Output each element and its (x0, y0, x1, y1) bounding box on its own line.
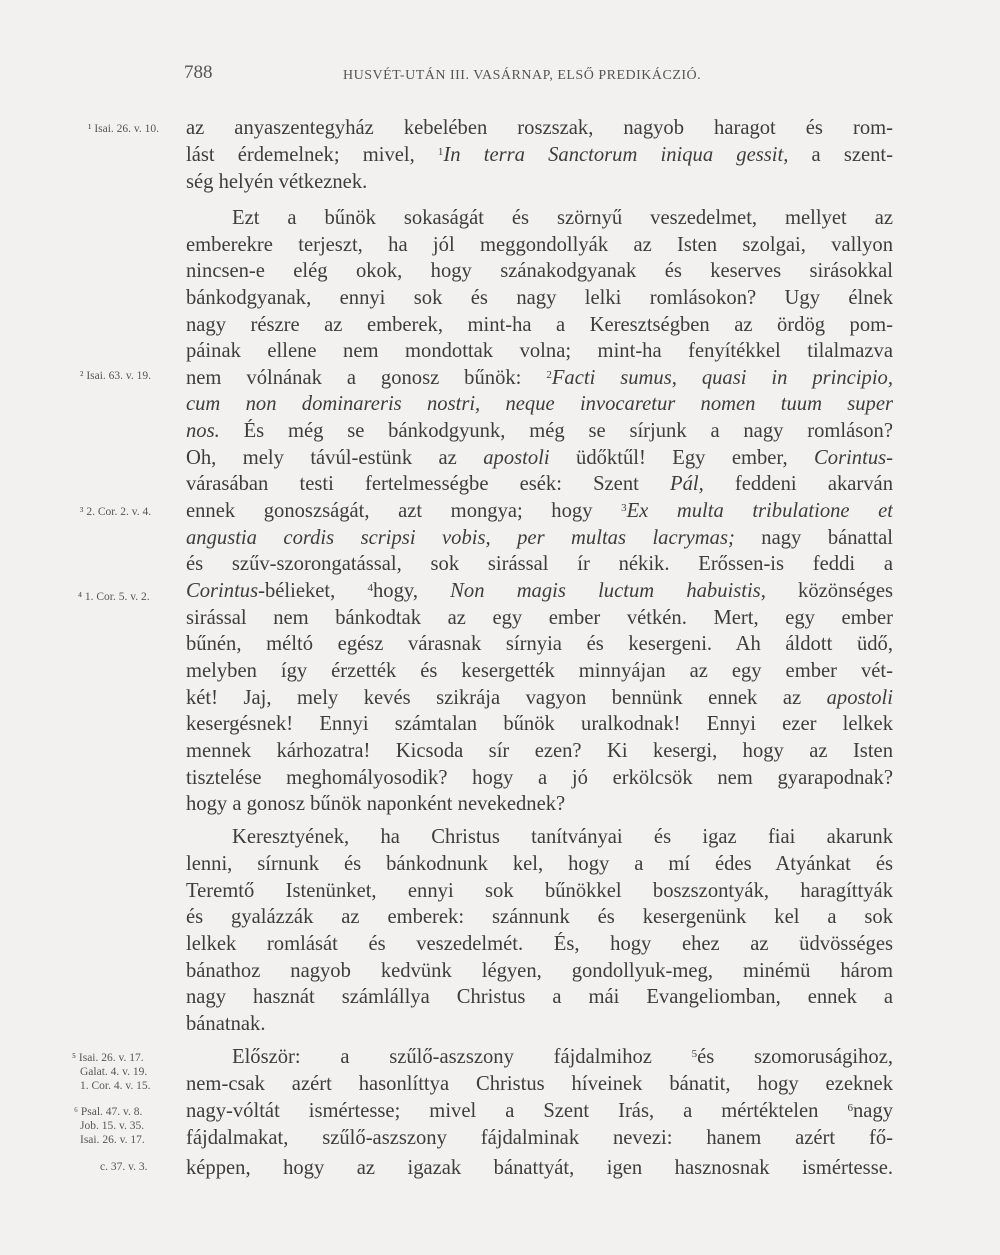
footnote-ref: 1 (437, 146, 444, 158)
margin-note: ⁴ 1. Cor. 5. v. 2. (78, 591, 150, 603)
text-line: mennek kárhozatra! Kicsoda sír ezen? Ki kesergi, hogy az Isten (186, 740, 893, 762)
text-line (186, 579, 893, 603)
citation-text: Non magis luctum habuistis, (450, 580, 766, 602)
text-span: nagy-vóltát ismértesse; mivel a Szent Irás, a mértéktelen (186, 1100, 848, 1122)
margin-note: c. 37. v. 3. (100, 1161, 148, 1173)
italic-text: Corintus- (814, 447, 893, 469)
text-line (186, 499, 893, 523)
margin-note: Galat. 4. v. 19. (80, 1066, 148, 1078)
footnote-ref: 2 (546, 369, 552, 381)
text-line: nagy hasznát számlállya Christus a mái Evangeliomban, ennek a (186, 986, 893, 1008)
text-line: és szűv-szorongatással, sok sirással ír nékik. Erőssen-is feddi a (186, 553, 893, 575)
text-line: Teremtő Istenünket, ennyi sok bűnökkel boszszontyák, haragíttyák (186, 880, 893, 902)
text-line: bánatnak. (186, 1013, 266, 1035)
text-line (186, 366, 893, 390)
citation-text: Ex multa tribulatione et (626, 500, 893, 522)
citation-text: In terra Sanctorum iniqua gessit, (443, 144, 789, 166)
text-line: nem-csak azért hasonlíttya Christus híveinek bánatit, hogy ezeknek (186, 1073, 893, 1095)
text-line: képpen, hogy az igazak bánattyát, igen hasznosnak ismértesse. (186, 1157, 893, 1179)
text-line (186, 1099, 893, 1123)
citation-text: angustia cordis scripsi vobis, per multas lacrymas; (186, 527, 735, 549)
text-line: lelkek romlását és veszedelmét. És, hogy ehez az üdvösséges (186, 933, 893, 955)
italic-text: apostoli (483, 447, 550, 469)
citation-text: Facti sumus, quasi in principio, (551, 367, 893, 389)
text-line: kesergésnek! Ennyi számtalan bűnök uralkodnak! Ennyi ezer lelkek (186, 713, 893, 735)
text-line: nagy részre az emberek, mint-ha a Keresztségben az ördög pom- (186, 314, 893, 336)
text-span: nagy bánattal (734, 527, 893, 549)
text-line: bűnén, méltó egész várasnak sírnyia és kesergeni. Ah áldott üdő, (186, 633, 893, 655)
footnote-ref: 5 (691, 1048, 698, 1060)
text-line (232, 1045, 893, 1069)
citation-text: nos. (186, 420, 220, 442)
text-span: a szent- (788, 144, 893, 166)
text-line: páinak ellene nem mondottak volna; mint-ha fenyítékkel tilalmazva (186, 340, 893, 362)
text-span: várasában testi fertelmességbe esék: Szent (186, 473, 670, 495)
page-number: 788 (184, 62, 213, 83)
italic-text: Corintus (186, 580, 259, 602)
text-line: tisztelése meghomályosodik? hogy a jó erkölcsök nem gyarapodnak? (186, 767, 893, 789)
text-span: lást érdemelnek; mivel, (186, 144, 438, 166)
text-line (186, 143, 893, 167)
text-line: bánathoz nagyob kedvünk légyen, gondollyuk-meg, minémü három (186, 960, 893, 982)
text-line: hogy a gonosz bűnök naponként nevekednek? (186, 793, 566, 815)
text-span: hogy, (372, 580, 451, 602)
margin-note: ⁵ Isai. 26. v. 17. (72, 1052, 144, 1064)
text-line: melyben így érzették és kesergették minnyájan az egy ember vét- (186, 660, 893, 682)
text-line (186, 686, 893, 710)
text-line: lenni, sírnunk és bánkodnunk kel, hogy a mí édes Atyánkat és (186, 853, 893, 875)
margin-note: ³ 2. Cor. 2. v. 4. (80, 506, 152, 518)
footnote-ref: 3 (621, 502, 627, 514)
text-span: nem vólnának a gonosz bűnök: (186, 367, 547, 389)
text-line (186, 392, 893, 416)
text-span: közönséges (765, 580, 893, 602)
text-line: sirással nem bánkodtak az egy ember vétkén. Mert, egy ember (186, 607, 893, 629)
text-span: ennek gonoszságát, azt mongya; hogy (186, 500, 622, 522)
citation-text: cum non dominareris nostri, neque invocaretur nomen tuum super (186, 393, 893, 415)
text-line (186, 472, 893, 496)
italic-text: apostoli (826, 687, 893, 709)
footnote-ref: 4 (367, 582, 373, 594)
text-span: Először: a szűlő-aszszony fájdalmihoz (232, 1046, 692, 1068)
text-span: -bélieket, (258, 580, 368, 602)
text-span: és szomoruságihoz, (697, 1046, 893, 1068)
footnote-ref: 6 (847, 1102, 853, 1114)
text-line (186, 419, 893, 443)
margin-note: ⁶ Psal. 47. v. 8. (74, 1106, 143, 1118)
text-line: fájdalmakat, szűlő-aszszony fájdalminak nevezi: hanem azért fő- (186, 1127, 893, 1149)
text-line: és gyalázzák az emberek: szánnunk és kesergenünk kel a sok (186, 906, 893, 928)
margin-note: ² Isai. 63. v. 19. (80, 370, 152, 382)
text-line: Ezt a bűnök sokaságát és szörnyű veszedelmet, mellyet az (232, 207, 893, 229)
text-span: Oh, mely távúl-estünk az (186, 447, 484, 469)
text-line: ség helyén vétkeznek. (186, 171, 368, 193)
text-line: bánkodgyanak, ennyi sok és nagy lelki romlásokon? Ugy élnek (186, 287, 893, 309)
text-line (186, 526, 893, 550)
text-line: az anyaszentegyház kebelében roszszak, nagyob haragot és rom- (186, 117, 893, 139)
running-head: HUSVÉT-UTÁN III. VASÁRNAP, ELSŐ PREDIKÁCZIÓ. (343, 68, 702, 83)
text-span: feddeni akarván (703, 473, 893, 495)
italic-text: Pál, (670, 473, 704, 495)
margin-note: 1. Cor. 4. v. 15. (80, 1080, 151, 1092)
text-line: nincsen-e elég okok, hogy szánakodgyanak és keserves sirásokkal (186, 260, 893, 282)
margin-note: Job. 15. v. 35. (80, 1120, 145, 1132)
margin-note: Isai. 26. v. 17. (80, 1134, 145, 1146)
text-line (186, 446, 893, 470)
page-header (0, 60, 1000, 100)
margin-note: ¹ Isai. 26. v. 10. (88, 123, 160, 135)
text-line: Keresztyének, ha Christus tanítványai és igaz fiai akarunk (232, 826, 893, 848)
text-span: üdőktűl! Egy ember, (549, 447, 815, 469)
text-span: És még se bánkodgyunk, még se sírjunk a nagy romláson? (219, 420, 893, 442)
text-line: emberekre terjeszt, ha jól meggondollyák az Isten szolgai, vallyon (186, 234, 893, 256)
text-span: két! Jaj, mely kevés szikrája vagyon bennünk ennek az (186, 687, 827, 709)
text-span: nagy (852, 1100, 893, 1122)
